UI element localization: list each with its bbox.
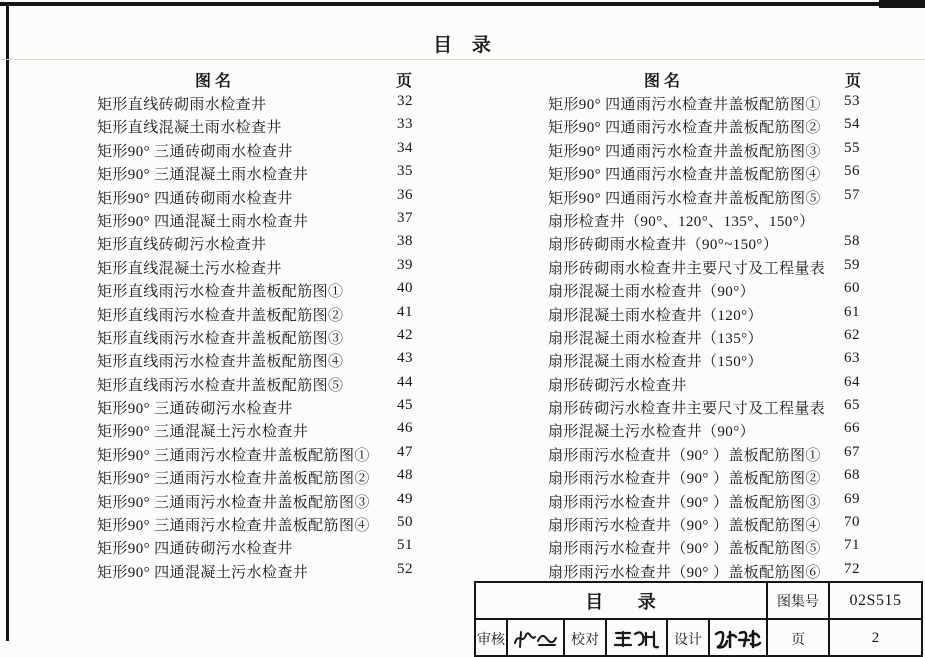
- toc-entry-row: [548, 559, 923, 582]
- toc-entry-page: 35: [397, 163, 413, 180]
- toc-entry-title: 矩形90° 四通雨污水检查井盖板配筋图⑤: [548, 190, 821, 207]
- toc-entry-row: [548, 91, 923, 114]
- toc-entry-title: 矩形直线砖砌雨水检查井: [97, 97, 267, 113]
- designer-signature: [708, 620, 766, 657]
- reviewer-signature: [506, 620, 563, 657]
- toc-entry-row: [97, 535, 457, 558]
- toc-entry-row: [548, 302, 923, 325]
- toc-entry-page: 67: [844, 443, 860, 460]
- toc-entry-page: 50: [397, 514, 413, 531]
- atlas-number-value: 02S515: [828, 583, 921, 618]
- scan-artifact-line: [0, 59, 925, 60]
- left-column-header-name: 图 名: [195, 73, 232, 90]
- toc-entry-page: 55: [844, 139, 860, 156]
- toc-entry-row: [97, 559, 457, 582]
- toc-entry-page: 61: [844, 303, 860, 320]
- reviewer-label: 审核: [477, 632, 505, 648]
- toc-right-column: [548, 91, 923, 582]
- toc-entry-row: [97, 185, 457, 208]
- toc-entry-title: 扇形检查井（90°、120°、135°、150°）: [548, 213, 815, 230]
- page-number-value: 2: [828, 620, 921, 657]
- toc-entry-page: 32: [397, 93, 413, 109]
- toc-entry-title: 扇形砖砌雨水检查井主要尺寸及工程量表: [548, 260, 826, 277]
- toc-entry-page: 63: [844, 350, 860, 367]
- toc-entry-row: [97, 114, 457, 137]
- toc-entry-page: 71: [844, 537, 860, 554]
- designer-label: 设计: [666, 620, 708, 657]
- toc-entry-page: 41: [397, 303, 413, 320]
- toc-entry-title: 矩形直线雨污水检查井盖板配筋图①: [97, 284, 344, 301]
- toc-entry-row: [548, 442, 923, 465]
- toc-entry-page: 33: [397, 116, 413, 133]
- toc-entry-title: 矩形90° 三通混凝土雨水检查井: [97, 167, 309, 184]
- toc-entry-row: [97, 138, 457, 161]
- toc-entry-row: [548, 161, 923, 184]
- toc-entry-title: 矩形90° 四通雨污水检查井盖板配筋图④: [548, 167, 821, 184]
- toc-entry-row: [97, 395, 457, 418]
- toc-entry-title: 扇形混凝土雨水检查井（150°）: [548, 354, 763, 371]
- toc-entry-page: 54: [844, 116, 860, 133]
- toc-entry-title: 矩形90° 三通雨污水检查井盖板配筋图④: [97, 518, 370, 535]
- toc-entry-row: [97, 418, 457, 441]
- toc-entry-page: 72: [844, 560, 860, 577]
- toc-entry-row: [97, 255, 457, 278]
- toc-entry-title: 矩形直线雨污水检查井盖板配筋图③: [97, 330, 344, 347]
- toc-entry-page: 40: [397, 280, 413, 297]
- page-number-label: 页: [766, 620, 828, 657]
- toc-entry-page: 38: [397, 233, 413, 250]
- toc-entry-page: 57: [844, 186, 860, 203]
- toc-entry-row: [97, 231, 457, 254]
- toc-entry-row: [548, 535, 923, 558]
- checker-label: 校对: [563, 620, 605, 657]
- title-block-row-2: [476, 620, 921, 657]
- toc-entry-row: [548, 278, 923, 301]
- toc-entry-title: 矩形90° 三通雨污水检查井盖板配筋图①: [97, 447, 370, 464]
- toc-entry-row: [548, 372, 923, 395]
- right-column-header-name: 图 名: [644, 73, 681, 90]
- toc-entry-title: 矩形直线雨污水检查井盖板配筋图④: [97, 354, 344, 371]
- toc-entry-row: [548, 348, 923, 371]
- toc-entry-title: 扇形混凝土污水检查井（90°）: [548, 424, 755, 441]
- toc-entry-title: 扇形混凝土雨水检查井（90°）: [548, 284, 755, 301]
- toc-entry-row: [97, 465, 457, 488]
- toc-entry-page: 60: [844, 280, 860, 297]
- signature-scribble-icon: [712, 628, 764, 650]
- scan-corner-mark: [879, 0, 925, 8]
- toc-entry-row: [97, 161, 457, 184]
- toc-entry-row: [548, 489, 923, 512]
- toc-entry-title: 矩形直线混凝土污水检查井: [97, 260, 282, 277]
- title-block: [474, 581, 923, 657]
- toc-entry-page: 47: [397, 443, 413, 460]
- title-block-row-1: [476, 583, 921, 620]
- toc-entry-page: 69: [844, 490, 860, 507]
- toc-entry-page: 48: [397, 467, 413, 484]
- toc-entry-row: [97, 348, 457, 371]
- toc-entry-title: 扇形雨污水检查井（90° ）盖板配筋图③: [548, 494, 821, 511]
- title-block-title: 目 录: [585, 591, 657, 612]
- title-block-title-cell: [476, 583, 766, 618]
- toc-entry-title: 矩形90° 四通砖砌雨水检查井: [97, 190, 293, 207]
- toc-entry-page: 56: [844, 163, 860, 180]
- toc-entry-title: 矩形直线雨污水检查井盖板配筋图②: [97, 307, 344, 324]
- toc-entry-title: 矩形90° 四通雨污水检查井盖板配筋图②: [548, 120, 821, 137]
- toc-entry-page: 65: [844, 397, 860, 414]
- toc-entry-page: 59: [844, 256, 860, 273]
- toc-entry-row: [548, 138, 923, 161]
- toc-entry-title: 扇形混凝土雨水检查井（120°）: [548, 307, 763, 324]
- toc-entry-title: 扇形雨污水检查井（90° ）盖板配筋图⑥: [548, 564, 821, 581]
- toc-entry-title: 矩形直线雨污水检查井盖板配筋图⑤: [97, 377, 344, 394]
- toc-entry-title: 矩形90° 四通混凝土污水检查井: [97, 564, 309, 581]
- toc-left-column: [97, 91, 457, 582]
- toc-entry-page: 70: [844, 514, 860, 531]
- toc-entry-title: 矩形90° 三通雨污水检查井盖板配筋图②: [97, 471, 370, 488]
- toc-entry-row: [97, 208, 457, 231]
- toc-entry-page: 51: [397, 537, 413, 554]
- toc-entry-title: 矩形直线砖砌污水检查井: [97, 237, 267, 254]
- toc-entry-row: [97, 442, 457, 465]
- toc-entry-row: [548, 395, 923, 418]
- left-column-header-page: 页: [396, 73, 413, 90]
- toc-entry-title: 矩形直线混凝土雨水检查井: [97, 120, 282, 137]
- toc-entry-title: 扇形混凝土雨水检查井（135°）: [548, 330, 763, 347]
- toc-entry-title: 扇形雨污水检查井（90° ）盖板配筋图⑤: [548, 541, 821, 558]
- toc-entry-page: 58: [844, 233, 860, 250]
- toc-entry-row: [548, 512, 923, 535]
- toc-entry-page: 46: [397, 420, 413, 437]
- toc-entry-title: 扇形雨污水检查井（90° ）盖板配筋图②: [548, 471, 821, 488]
- toc-entry-title: 矩形90° 三通砖砌雨水检查井: [97, 143, 293, 160]
- right-column-header-page: 页: [845, 73, 862, 90]
- toc-entry-title: 矩形90° 四通混凝土雨水检查井: [97, 213, 309, 230]
- page-title: 目 录: [433, 35, 492, 56]
- toc-entry-row: [97, 489, 457, 512]
- toc-entry-page: 37: [397, 209, 413, 226]
- toc-entry-title: 矩形90° 四通砖砌污水检查井: [97, 541, 293, 558]
- toc-entry-page: 53: [844, 93, 860, 109]
- toc-entry-page: 49: [397, 490, 413, 507]
- toc-entry-title: 矩形90° 四通雨污水检查井盖板配筋图①: [548, 97, 821, 113]
- toc-entry-title: 矩形90° 三通混凝土污水检查井: [97, 424, 309, 441]
- toc-entry-row: [548, 185, 923, 208]
- toc-entry-page: 64: [844, 373, 860, 390]
- toc-entry-row: [548, 231, 923, 254]
- toc-entry-row: [97, 325, 457, 348]
- toc-entry-title: 扇形砖砌污水检查井主要尺寸及工程量表: [548, 401, 826, 418]
- atlas-number-label: 图集号: [766, 583, 828, 618]
- toc-entry-row: [548, 114, 923, 137]
- toc-entry-title: 扇形砖砌污水检查井: [548, 377, 687, 394]
- toc-entry-title: 扇形雨污水检查井（90° ）盖板配筋图④: [548, 518, 821, 535]
- page-left-border: [6, 4, 9, 641]
- toc-entry-row: [97, 372, 457, 395]
- toc-entry-title: 扇形雨污水检查井（90° ）盖板配筋图①: [548, 447, 821, 464]
- toc-entry-page: 66: [844, 420, 860, 437]
- toc-entry-row: [548, 208, 923, 231]
- toc-entry-title: 扇形砖砌雨水检查井（90°~150°）: [548, 237, 779, 254]
- toc-entry-page: 42: [397, 326, 413, 343]
- signature-scribble-icon: [610, 628, 664, 650]
- toc-entry-page: 45: [397, 397, 413, 414]
- toc-entry-row: [97, 302, 457, 325]
- toc-entry-page: 39: [397, 256, 413, 273]
- toc-entry-row: [97, 278, 457, 301]
- toc-entry-row: [548, 418, 923, 441]
- toc-entry-row: [548, 325, 923, 348]
- toc-entry-page: 44: [397, 373, 413, 390]
- toc-entry-page: 36: [397, 186, 413, 203]
- toc-entry-title: 矩形90° 四通雨污水检查井盖板配筋图③: [548, 143, 821, 160]
- toc-entry-row: [548, 465, 923, 488]
- toc-entry-title: 矩形90° 三通砖砌污水检查井: [97, 401, 293, 418]
- toc-entry-page: 43: [397, 350, 413, 367]
- toc-entry-row: [548, 255, 923, 278]
- toc-entry-page: 68: [844, 467, 860, 484]
- toc-entry-title: 矩形90° 三通雨污水检查井盖板配筋图③: [97, 494, 370, 511]
- checker-signature: [605, 620, 666, 657]
- toc-entry-page: 62: [844, 326, 860, 343]
- page-top-border: [0, 2, 925, 6]
- toc-entry-row: [97, 91, 457, 114]
- signature-scribble-icon: [511, 628, 561, 650]
- toc-entry-page: 52: [397, 560, 413, 577]
- toc-entry-page: 34: [397, 139, 413, 156]
- toc-entry-row: [97, 512, 457, 535]
